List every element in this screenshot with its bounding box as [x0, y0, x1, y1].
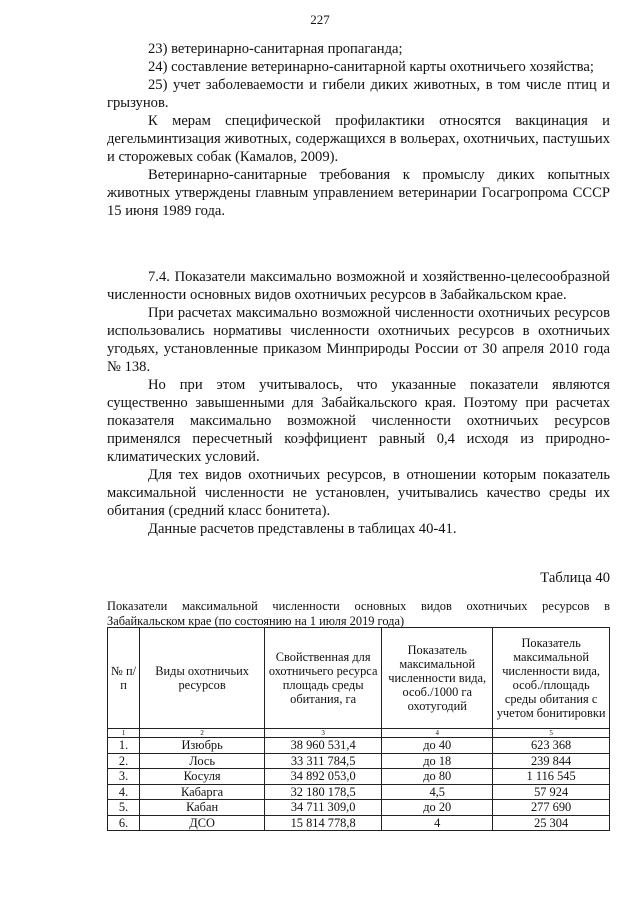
header-species: Виды охотничьих ресурсов [140, 628, 265, 729]
table-row [108, 815, 610, 831]
section-heading: 7.4. Показатели максимально возможной и хозяйственно-целесообразной численности основных видов охотничьих ресурсов в Забайкальском крае. [107, 269, 610, 303]
paragraph-prophylaxis: К мерам специфической профилактики относятся вакцинация и дегельминтизация животных, содержащихся в вольерах, охотничьих, пастушьих и сторожевых собак (Камалов, 2009). [107, 113, 610, 165]
max-density: до 40 [382, 738, 493, 754]
species-name: ДСО [140, 815, 265, 831]
max-density: 4 [382, 815, 493, 831]
max-density: до 80 [382, 769, 493, 785]
habitat-area: 34 711 309,0 [265, 800, 382, 816]
column-number: 3 [265, 729, 382, 738]
habitat-area: 34 892 053,0 [265, 769, 382, 785]
page-number: 227 [310, 12, 330, 27]
row-number: 6. [108, 815, 140, 831]
max-population: 25 304 [493, 815, 610, 831]
max-population: 239 844 [493, 753, 610, 769]
header-max-population: Показатель максимальной численности вида, особ./площадь среды обитания с учетом бонитировки [493, 628, 610, 729]
species-name: Изюбрь [140, 738, 265, 754]
max-population: 57 924 [493, 784, 610, 800]
column-number: 2 [140, 729, 265, 738]
max-density: до 18 [382, 753, 493, 769]
table-row [108, 784, 610, 800]
habitat-area: 32 180 178,5 [265, 784, 382, 800]
table-row [108, 769, 610, 785]
max-density: до 20 [382, 800, 493, 816]
row-number: 4. [108, 784, 140, 800]
list-item-24: 24) составление ветеринарно-санитарной карты охотничьего хозяйства; [148, 59, 594, 75]
table-row [108, 738, 610, 754]
column-number: 5 [493, 729, 610, 738]
row-number: 5. [108, 800, 140, 816]
max-population: 277 690 [493, 800, 610, 816]
species-name: Косуля [140, 769, 265, 785]
header-max-density: Показатель максимальной численности вида, особ./1000 га охотугодий [382, 628, 493, 729]
list-item-23: 23) ветеринарно-санитарная пропаганда; [148, 41, 403, 57]
table-header-row [108, 628, 610, 729]
row-number: 3. [108, 769, 140, 785]
max-population: 623 368 [493, 738, 610, 754]
column-number: 4 [382, 729, 493, 738]
body-text-block-1 [107, 40, 610, 220]
paragraph-calculations: При расчетах максимально возможной численности охотничьих ресурсов использовались нормативы численности охотничьих ресурсов в охотничьих угодьях, установленные приказом Минприроды России от 30 апреля 2010 года № 138. [107, 305, 610, 375]
column-number-row [108, 729, 610, 738]
habitat-area: 15 814 778,8 [265, 815, 382, 831]
table-row [108, 800, 610, 816]
row-number: 2. [108, 753, 140, 769]
list-item-25: 25) учет заболеваемости и гибели диких животных, в том числе птиц и грызунов. [107, 77, 610, 111]
column-number: 1 [108, 729, 140, 738]
paragraph-vet-requirements: Ветеринарно-санитарные требования к промыслу диких копытных животных утверждены главным управлением ветеринарии Госагропрома СССР 15 июня 1989 года. [107, 167, 610, 219]
table-caption: Показатели максимальной численности основных видов охотничьих ресурсов в Забайкальском крае (по состоянию на 1 июля 2019 года) [107, 599, 610, 628]
max-density: 4,5 [382, 784, 493, 800]
population-table [107, 627, 610, 831]
table-label: Таблица 40 [540, 570, 610, 586]
species-name: Кабан [140, 800, 265, 816]
paragraph-bonitet: Для тех видов охотничьих ресурсов, в отношении которым показатель максимальной численности не установлен, учитывались качество среды их обитания (средний класс бонитета). [107, 467, 610, 519]
header-number: № п/п [108, 628, 140, 729]
table-row [108, 753, 610, 769]
paragraph-tables-ref: Данные расчетов представлены в таблицах 40-41. [148, 521, 457, 537]
row-number: 1. [108, 738, 140, 754]
habitat-area: 38 960 531,4 [265, 738, 382, 754]
body-text-block-2 [107, 268, 610, 538]
paragraph-coefficient: Но при этом учитывалось, что указанные показатели являются существенно завышенными для Забайкальского края. Поэтому при расчетах показателя максимально возможной численности охотничьих ресурсов применялся пересчетный коэффициент равный 0,4 исходя из природно-климатических условий. [107, 377, 610, 465]
species-name: Кабарга [140, 784, 265, 800]
header-habitat-area: Свойственная для охотничьего ресурса площадь среды обитания, га [265, 628, 382, 729]
species-name: Лось [140, 753, 265, 769]
max-population: 1 116 545 [493, 769, 610, 785]
habitat-area: 33 311 784,5 [265, 753, 382, 769]
